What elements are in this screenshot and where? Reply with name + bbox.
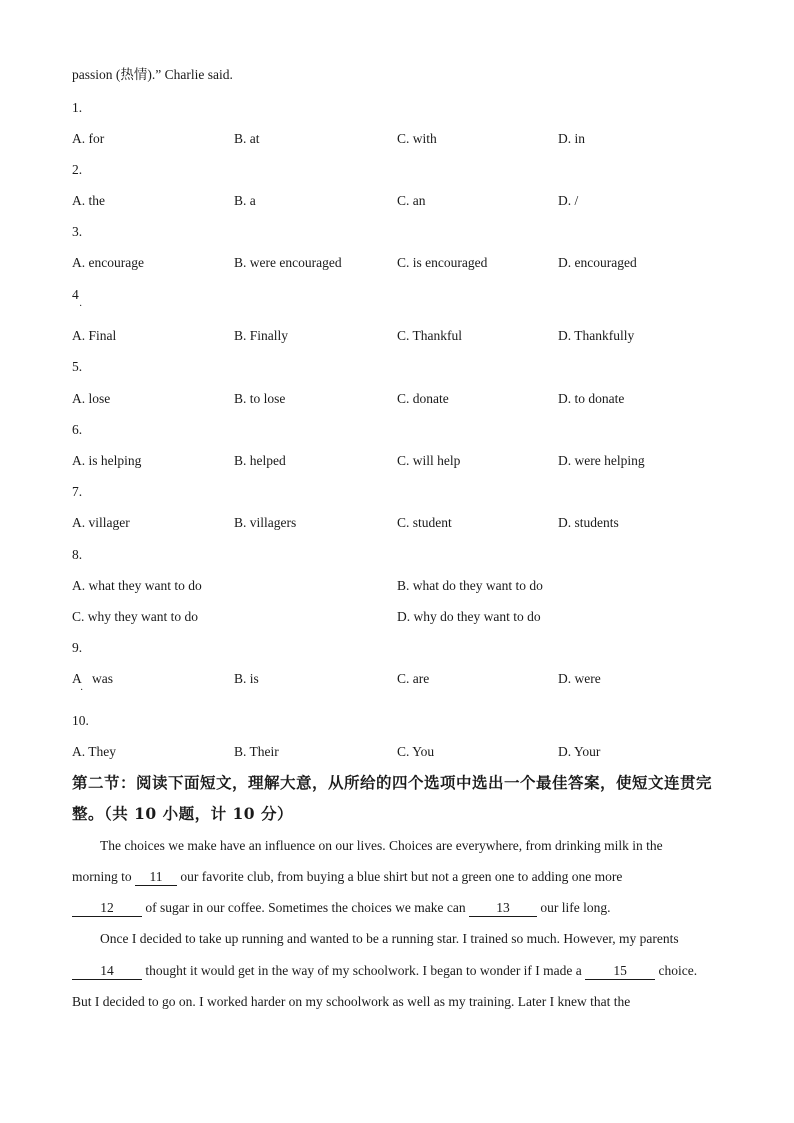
passage-text: of sugar in our coffee. Sometimes the choices we make can (142, 900, 470, 915)
question-number: 9. (72, 640, 83, 655)
option-d[interactable]: D. Thankfully (558, 328, 635, 343)
option-a[interactable]: A. for (72, 131, 105, 146)
question-number: 2. (72, 162, 83, 177)
passage-line (72, 870, 622, 886)
option-c[interactable]: C. You (397, 744, 435, 759)
options-row (72, 516, 732, 532)
options-row (72, 745, 732, 761)
option-a[interactable]: A. is helping (72, 453, 142, 468)
question-number: 1. (72, 100, 83, 115)
question-number: 5. (72, 359, 83, 374)
option-b[interactable]: B. is (234, 671, 259, 686)
option-d[interactable]: D. students (558, 515, 619, 530)
section-heading-cont: 整。（共 10 小题，计 10 分） (72, 804, 293, 823)
question-number: 6. (72, 422, 83, 437)
option-c[interactable]: C. with (397, 131, 437, 146)
option-b[interactable]: B. were encouraged (234, 255, 342, 270)
passage-text: morning to (72, 869, 135, 884)
option-d[interactable]: D. in (558, 131, 585, 146)
option-b[interactable]: B. to lose (234, 391, 286, 406)
option-a[interactable]: A. the (72, 193, 105, 208)
option-d[interactable]: D. encouraged (558, 255, 637, 270)
option-b[interactable]: B. Finally (234, 328, 289, 343)
passage-line (72, 901, 611, 917)
question-number: 4 (72, 287, 79, 302)
question-number: 3. (72, 224, 83, 239)
passage-text: our life long. (537, 900, 611, 915)
option-d[interactable]: D. to donate (558, 391, 625, 406)
question-number: 10. (72, 713, 89, 728)
option-d[interactable]: D. were (558, 671, 601, 686)
option-c[interactable]: C. donate (397, 391, 449, 406)
option-c[interactable]: C. Thankful (397, 328, 462, 343)
dot-mark: · (79, 301, 83, 312)
blank-11[interactable]: 11 (135, 870, 177, 886)
question-number: 7. (72, 484, 83, 499)
option-a[interactable]: A. Final (72, 328, 117, 343)
option-d[interactable]: D. why do they want to do (397, 609, 541, 624)
option-c[interactable]: C. is encouraged (397, 255, 488, 270)
option-c[interactable]: C. are (397, 671, 430, 686)
passage-line: But I decided to go on. I worked harder on my schoolwork as well as my training. Later I knew that the (72, 994, 631, 1009)
option-a[interactable]: A. They (72, 744, 116, 759)
options-row (72, 256, 732, 272)
options-row (72, 672, 732, 688)
option-d[interactable]: D. / (558, 193, 579, 208)
option-b[interactable]: B. at (234, 131, 260, 146)
dot-mark: · (80, 685, 84, 696)
option-b[interactable]: B. helped (234, 453, 286, 468)
passage-text: choice. (655, 963, 698, 978)
passage-line (72, 964, 697, 980)
question-number: 8. (72, 547, 83, 562)
option-b[interactable]: B. what do they want to do (397, 578, 543, 593)
options-row (72, 610, 732, 626)
option-c[interactable]: C. student (397, 515, 452, 530)
options-row (72, 329, 732, 345)
option-a[interactable]: was (92, 671, 113, 686)
blank-12[interactable]: 12 (72, 901, 142, 917)
option-b[interactable]: B. Their (234, 744, 279, 759)
passage-line: Once I decided to take up running and wanted to be a running star. I trained so much. However, my parents (100, 931, 679, 946)
passage-text: our favorite club, from buying a blue shirt but not a green one to adding one more (177, 869, 623, 884)
option-c[interactable]: C. will help (397, 453, 461, 468)
options-row (72, 454, 732, 470)
options-row (72, 132, 732, 148)
option-d[interactable]: D. Your (558, 744, 601, 759)
option-a[interactable]: A. what they want to do (72, 578, 202, 593)
option-b[interactable]: B. villagers (234, 515, 297, 530)
option-a-letter[interactable]: A (72, 671, 82, 686)
passage-text: thought it would get in the way of my schoolwork. I began to wonder if I made a (142, 963, 586, 978)
intro-line: passion (热情).” Charlie said. (72, 67, 233, 82)
blank-14[interactable]: 14 (72, 964, 142, 980)
option-a[interactable]: A. encourage (72, 255, 144, 270)
option-a[interactable]: A. villager (72, 515, 130, 530)
passage-line: The choices we make have an influence on our lives. Choices are everywhere, from drinking milk in the (100, 838, 663, 853)
section-heading: 第二节：阅读下面短文，理解大意，从所给的四个选项中选出一个最佳答案，使短文连贯完 (72, 773, 713, 792)
option-b[interactable]: B. a (234, 193, 256, 208)
options-row (72, 194, 732, 210)
options-row (72, 392, 732, 408)
option-d[interactable]: D. were helping (558, 453, 645, 468)
option-c[interactable]: C. why they want to do (72, 609, 198, 624)
option-c[interactable]: C. an (397, 193, 426, 208)
options-row (72, 579, 732, 595)
blank-13[interactable]: 13 (469, 901, 537, 917)
option-a[interactable]: A. lose (72, 391, 111, 406)
blank-15[interactable]: 15 (585, 964, 655, 980)
